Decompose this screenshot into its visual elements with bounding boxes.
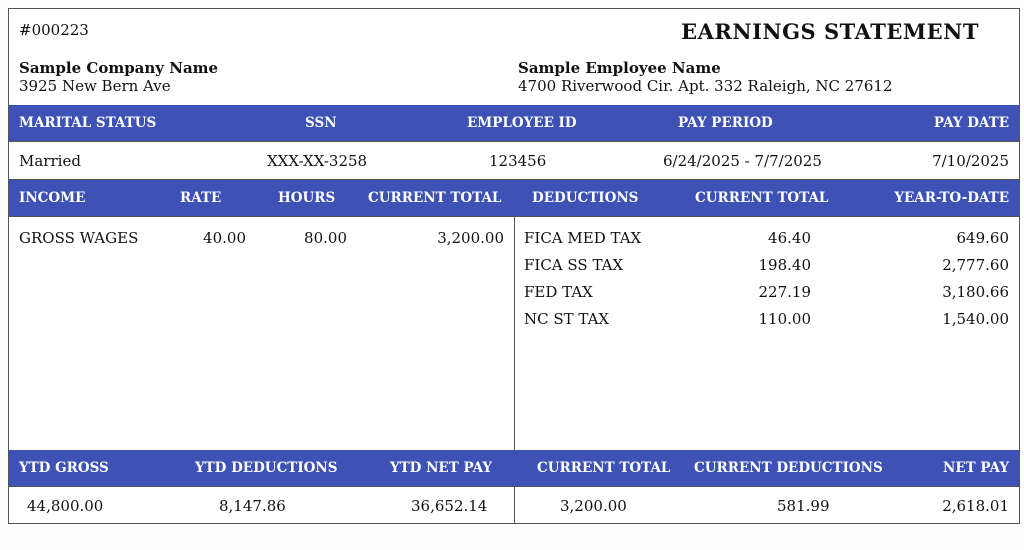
marital-status-value: Married <box>19 152 81 170</box>
company-name: Sample Company Name <box>19 59 219 77</box>
summary-header-band <box>9 450 1019 486</box>
header-ytd-deductions: YTD DEDUCTIONS <box>195 460 338 476</box>
summary-current-total-value: 3,200.00 <box>560 497 627 515</box>
header-pay-period: PAY PERIOD <box>678 115 773 131</box>
deduction-ytd: 649.60 <box>956 229 1009 247</box>
deduction-current: 198.40 <box>758 256 811 274</box>
header-rate: RATE <box>180 190 222 206</box>
deduction-ytd: 2,777.60 <box>942 256 1009 274</box>
employee-name: Sample Employee Name <box>518 59 721 77</box>
deduction-current: 110.00 <box>758 310 811 328</box>
column-divider <box>514 487 515 524</box>
header-ytd-gross: YTD GROSS <box>19 460 109 476</box>
header-ssn: SSN <box>305 115 337 131</box>
header-income-current-total: CURRENT TOTAL <box>368 190 502 206</box>
header-summary-current-total: CURRENT TOTAL <box>537 460 671 476</box>
ytd-net-pay-value: 36,652.14 <box>411 497 488 515</box>
header-deductions-current-total: CURRENT TOTAL <box>695 190 829 206</box>
header-current-deductions: CURRENT DEDUCTIONS <box>694 460 883 476</box>
deduction-ytd: 3,180.66 <box>942 283 1009 301</box>
deduction-name: NC ST TAX <box>524 310 610 328</box>
ytd-deductions-value: 8,147.86 <box>219 497 286 515</box>
income-current: 3,200.00 <box>437 229 504 247</box>
header-hours: HOURS <box>278 190 336 206</box>
current-deductions-value: 581.99 <box>777 497 830 515</box>
info-header-band <box>9 105 1019 141</box>
pay-date-value: 7/10/2025 <box>932 152 1009 170</box>
deduction-current: 227.19 <box>758 283 811 301</box>
info-values-row <box>9 142 1019 179</box>
header-ytd-net-pay: YTD NET PAY <box>390 460 493 476</box>
deduction-name: FED TAX <box>524 283 593 301</box>
deduction-current: 46.40 <box>768 229 811 247</box>
employee-id-value: 123456 <box>489 152 547 170</box>
header-employee-id: EMPLOYEE ID <box>467 115 577 131</box>
income-hours: 80.00 <box>304 229 347 247</box>
income-rate: 40.00 <box>203 229 246 247</box>
ssn-value: XXX-XX-3258 <box>267 152 368 170</box>
deduction-name: FICA SS TAX <box>524 256 624 274</box>
header-year-to-date: YEAR-TO-DATE <box>894 190 1009 206</box>
header-deductions: DEDUCTIONS <box>532 190 639 206</box>
deduction-ytd: 1,540.00 <box>942 310 1009 328</box>
earnings-statement <box>8 8 1020 524</box>
pay-period-value: 6/24/2025 - 7/7/2025 <box>663 152 822 170</box>
statement-title: EARNINGS STATEMENT <box>681 19 979 44</box>
header-marital-status: MARITAL STATUS <box>19 115 157 131</box>
deduction-name: FICA MED TAX <box>524 229 642 247</box>
company-address: 3925 New Bern Ave <box>19 77 171 95</box>
income-name: GROSS WAGES <box>19 229 139 247</box>
income-deductions-header-band <box>9 180 1019 216</box>
net-pay-value: 2,618.01 <box>942 497 1009 515</box>
header-income: INCOME <box>19 190 86 206</box>
header-net-pay: NET PAY <box>943 460 1009 476</box>
ytd-gross-value: 44,800.00 <box>27 497 104 515</box>
check-number: #000223 <box>19 21 89 39</box>
employee-address: 4700 Riverwood Cir. Apt. 332 Raleigh, NC 27612 <box>518 77 893 95</box>
column-divider <box>514 217 515 450</box>
header-pay-date: PAY DATE <box>933 115 1009 131</box>
